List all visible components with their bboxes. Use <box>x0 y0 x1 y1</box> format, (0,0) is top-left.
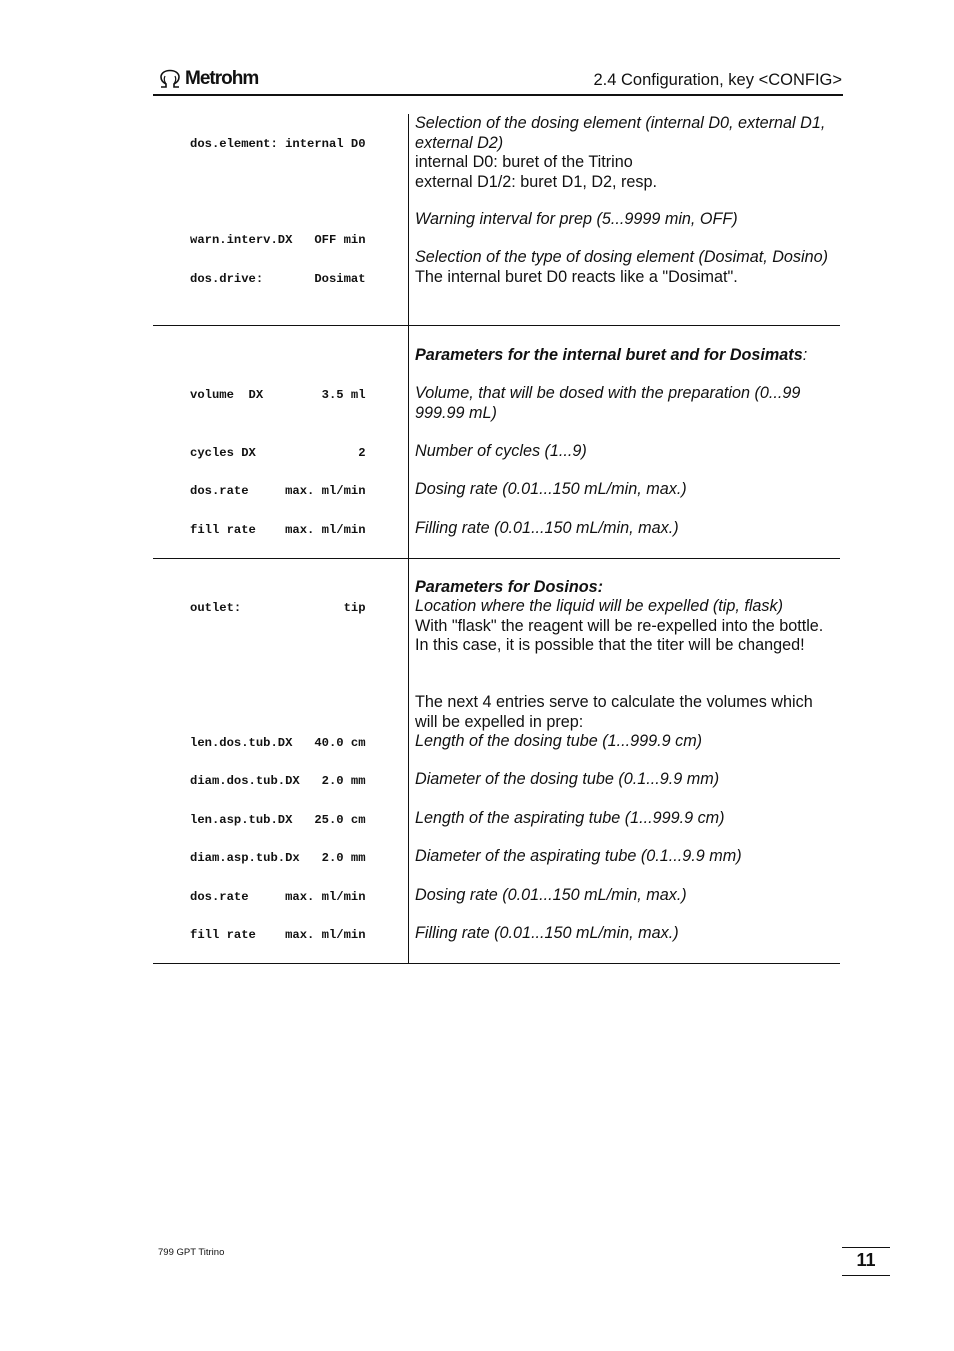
desc-fill-rate-dosino <box>415 924 837 944</box>
desc-outlet <box>415 597 837 656</box>
param-warn-interv: warn.interv.DX OFF min <box>190 233 366 247</box>
desc-dos-rate-dosino <box>415 886 837 906</box>
page-number: 11 <box>856 1250 876 1270</box>
desc-line: The next 4 entries serve to calculate the volumes which will be expelled in prep: <box>415 693 813 731</box>
desc-line: With "flask" the reagent will be re-expelled into the bottle. In this case, it is possible that the titer will be changed! <box>415 616 824 654</box>
section-heading <box>415 346 837 366</box>
desc-dos-rate <box>415 480 837 500</box>
desc-line: Selection of the type of dosing element (Dosimat, Dosino) <box>415 248 828 266</box>
param-diam-asp-tub: diam.asp.tub.Dx 2.0 mm <box>190 851 366 865</box>
desc-line: Diameter of the dosing tube (0.1...9.9 mm) <box>415 770 720 788</box>
desc-fill-rate <box>415 519 837 539</box>
desc-line: internal D0: buret of the Titrino <box>415 153 633 171</box>
desc-line: Volume, that will be dosed with the preparation (0...99 999.99 mL) <box>415 384 801 422</box>
footer-rule <box>842 1275 890 1276</box>
desc-cycles <box>415 442 837 462</box>
desc-dos-element <box>415 114 837 192</box>
desc-line: Diameter of the aspirating tube (0.1...9.9 mm) <box>415 847 742 865</box>
desc-line: Number of cycles (1...9) <box>415 442 587 460</box>
param-dos-element: dos.element: internal D0 <box>190 137 366 151</box>
param-diam-dos-tub: diam.dos.tub.DX 2.0 mm <box>190 774 366 788</box>
footer-product: 799 GPT Titrino <box>158 1247 225 1258</box>
desc-line: Location where the liquid will be expelled (tip, flask) <box>415 597 784 615</box>
desc-line: Dosing rate (0.01...150 mL/min, max.) <box>415 480 687 498</box>
section-rule <box>153 963 840 964</box>
desc-line: Length of the dosing tube (1...999.9 cm) <box>415 732 703 750</box>
section-rule <box>153 558 840 559</box>
desc-diam-dos-tub <box>415 770 837 790</box>
metrohm-logo <box>158 66 258 92</box>
column-divider <box>408 114 409 964</box>
omega-icon <box>158 69 182 89</box>
param-len-asp-tub: len.asp.tub.DX 25.0 cm <box>190 813 366 827</box>
desc-next-entries <box>415 693 837 732</box>
param-dos-rate-dosino: dos.rate max. ml/min <box>190 890 366 904</box>
desc-warn-interv <box>415 210 837 230</box>
section-title: 2.4 Configuration, key <CONFIG> <box>593 71 842 89</box>
desc-diam-asp-tub <box>415 847 837 867</box>
desc-line: Filling rate (0.01...150 mL/min, max.) <box>415 519 679 537</box>
desc-line: Selection of the dosing element (internal D0, external D1, external D2) <box>415 114 826 152</box>
desc-line: Dosing rate (0.01...150 mL/min, max.) <box>415 886 687 904</box>
desc-len-asp-tub <box>415 809 837 829</box>
header-rule <box>153 94 843 96</box>
param-fill-rate: fill rate max. ml/min <box>190 523 366 537</box>
desc-line: The internal buret D0 reacts like a "Dosimat". <box>415 267 738 286</box>
param-outlet: outlet: tip <box>190 601 366 615</box>
heading-text: Parameters for the internal buret and for Dosimats <box>415 346 803 364</box>
desc-line: Length of the aspirating tube (1...999.9 cm) <box>415 809 725 827</box>
desc-line: Warning interval for prep (5...9999 min, OFF) <box>415 210 738 228</box>
param-cycles: cycles DX 2 <box>190 446 366 460</box>
footer-rule <box>842 1247 890 1248</box>
desc-line: Filling rate (0.01...150 mL/min, max.) <box>415 924 679 942</box>
param-len-dos-tub: len.dos.tub.DX 40.0 cm <box>190 736 366 750</box>
param-dos-rate: dos.rate max. ml/min <box>190 484 366 498</box>
param-fill-rate-dosino: fill rate max. ml/min <box>190 928 366 942</box>
desc-volume <box>415 384 837 423</box>
param-volume: volume DX 3.5 ml <box>190 388 366 402</box>
section-rule <box>153 325 840 326</box>
logo-text: Metrohm <box>185 68 259 89</box>
heading-internal-buret <box>415 346 837 366</box>
desc-dos-drive <box>415 248 837 287</box>
heading-dosinos <box>415 578 837 598</box>
desc-line: external D1/2: buret D1, D2, resp. <box>415 172 658 191</box>
desc-len-dos-tub <box>415 732 837 752</box>
heading-suffix: : <box>802 346 808 364</box>
param-dos-drive: dos.drive: Dosimat <box>190 272 366 286</box>
section-heading: Parameters for Dosinos: <box>415 578 604 596</box>
